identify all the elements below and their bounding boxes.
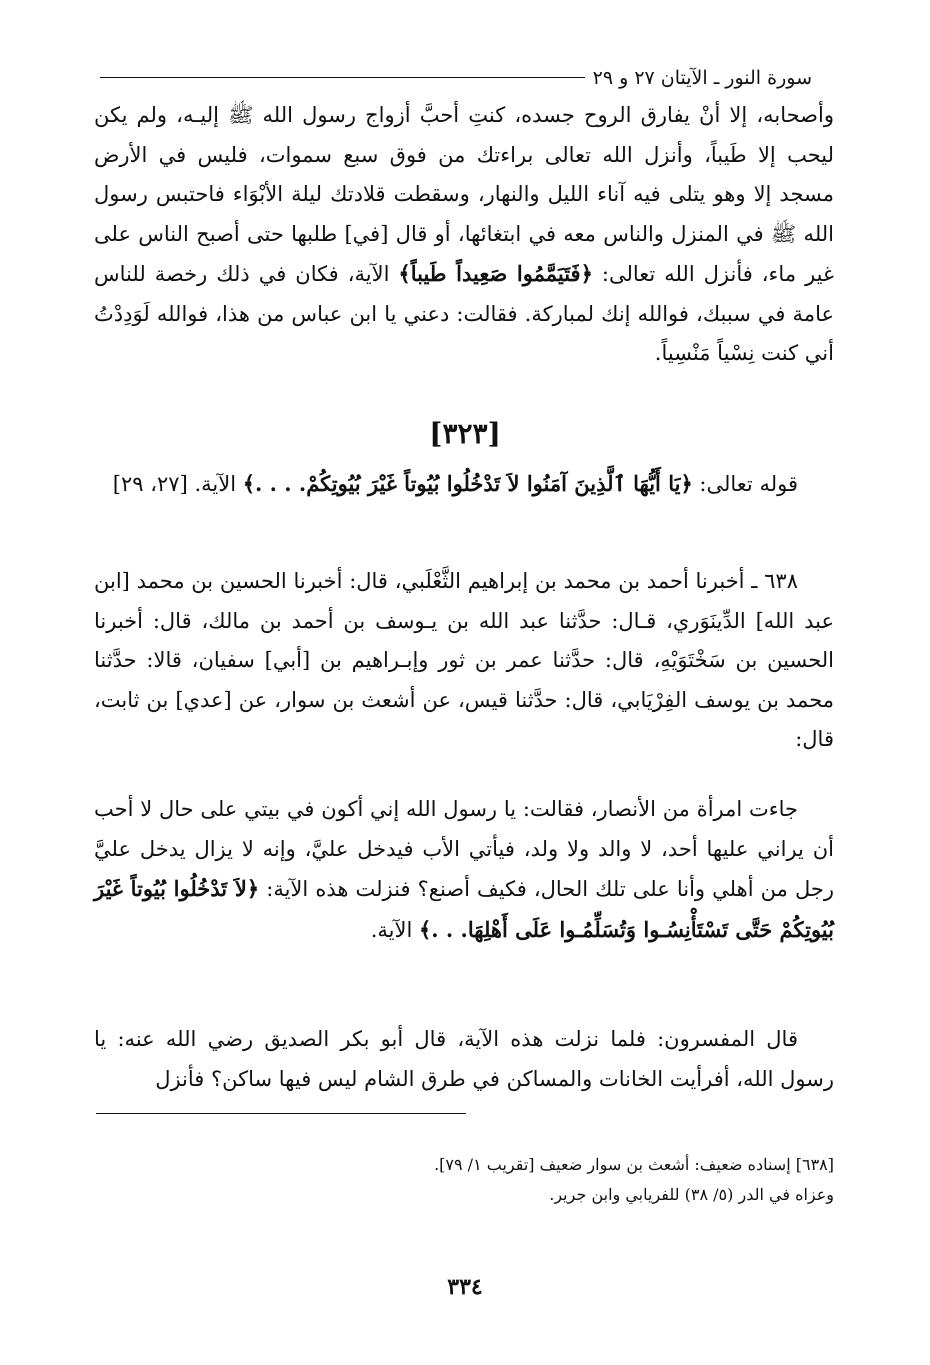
section-number: [٣٢٣] — [429, 417, 501, 450]
page-number: ٣٣٤ — [447, 1274, 483, 1300]
verse-heading-text — [94, 464, 834, 505]
paragraph-text — [94, 96, 834, 374]
paragraph-text-start: وأصحابه، إلا أنْ يفارق الروح جسده، كنتِ أحبَّ أزواج رسول الله ﷺ إليـه، ولم يكن ليحب إلا طَيباً، وأنزل الله تعالى براءتك من فوق سبع سموات، فليس في الأرض مسجد إلا وهو يتلى فيه آناء الليل والنهار، وسقطت قلادتك ليلة الأبْوَاء فاحتبس رسول الله ﷺ في المنزل والناس معه في ابتغائها، أو قال [في] طلبها حتى أصبح الناس على غير ماء، فأنزل الله تعالى: — [94, 103, 834, 286]
verse-heading-tail: الآية. [٢٧، ٢٩] — [112, 472, 243, 496]
footnote: وعزاه في الدر (٥/ ٣٨) للفريابي وابن جرير. — [549, 1185, 834, 1204]
footnotes — [94, 1150, 834, 1210]
header-rule — [100, 77, 585, 78]
running-header-title: سورة النور ـ الآيتان ٢٧ و ٢٩ — [592, 67, 812, 89]
commentary-text: قال المفسرون: فلما نزلت هذه الآية، قال أبو بكر الصديق رضي الله عنه: يا رسول الله، أفرأيت الخانات والمساكن في طرق الشام ليس فيها ساكن؟ فأنزل — [94, 1027, 834, 1091]
quran-verse: ﴿لاَ تَدْخُلُوا بُيُوتاً غَيْرَ بُيُوتِكُمْ حَتَّى تَسْتَأْنِسُـوا وَتُسَلِّمُـوا عَلَى أَهْلِهَا. . .﴾ — [94, 876, 834, 942]
paragraph-text-end: الآية، فكان في ذلك رخصة للناس عامة في سببك، فوالله إنك لمباركة. فقالت: دعني يا ابن عباس من هذا، فوالله لَوَدِدْتُ أني كنت نِسْياً مَنْسِياً. — [94, 262, 834, 365]
footnote: [٦٣٨] إسناده ضعيف: أشعث بن سوار ضعيف [تقريب ١/ ٧٩]. — [434, 1155, 834, 1174]
verse-heading — [94, 464, 834, 505]
verse-heading-lead: قوله تعالى: — [692, 472, 798, 496]
running-header — [100, 66, 812, 96]
commentary-paragraph — [94, 1020, 834, 1099]
hadith-chain-text: ٦٣٨ ـ أخبرنا أحمد بن محمد بن إبراهيم الثَّعْلَبي، قال: أخبرنا الحسين بن محمد [ابن عبد الله] الدِّينَوَري، قـال: حدَّثنا عبد الله بن يـوسف بن أحمد بن مالك، قال: أخبرنا الحسين بن سَخْتَوَيْهِ، قال: حدَّثنا عمر بن ثور وإبـراهيم بن [أبي] سفيان، قالا: حدَّثنا محمد بن يوسف الفِرْيَابي، قال: حدَّثنا قيس، عن أشعث بن سوار، عن [عدي] بن ثابت، قال: — [94, 569, 834, 751]
hadith-text-start: جاءت امرأة من الأنصار، فقالت: يا رسول الله إني أكون في بيتي على حال لا أحب أن يراني عليها أحد، لا والد ولا ولد، فيأتي الأب فيدخل عليَّ، وإنه لا يزال يدخل عليَّ رجل من أهلي وأنا على تلك الحال، فكيف أصنع؟ فنزلت هذه الآية: — [94, 797, 834, 901]
hadith-text-body — [94, 790, 834, 950]
hadith-text-tail: الآية. — [370, 917, 419, 942]
footnote-separator — [96, 1113, 466, 1114]
quran-verse: ﴿فَتَيَمَّمُوا صَعِيداً طَيباً﴾ — [398, 261, 593, 286]
paragraph-continuation — [94, 96, 834, 374]
hadith-chain — [94, 562, 834, 760]
hadith-text — [94, 790, 834, 950]
quran-verse: ﴿يَا أَيُّهَا ٱلَّذِينَ آمَنُوا لاَ تَدْخُلُوا بُيُوتاً غَيْرَ بُيُوتِكُمْ. . . .﴾ — [242, 471, 693, 496]
